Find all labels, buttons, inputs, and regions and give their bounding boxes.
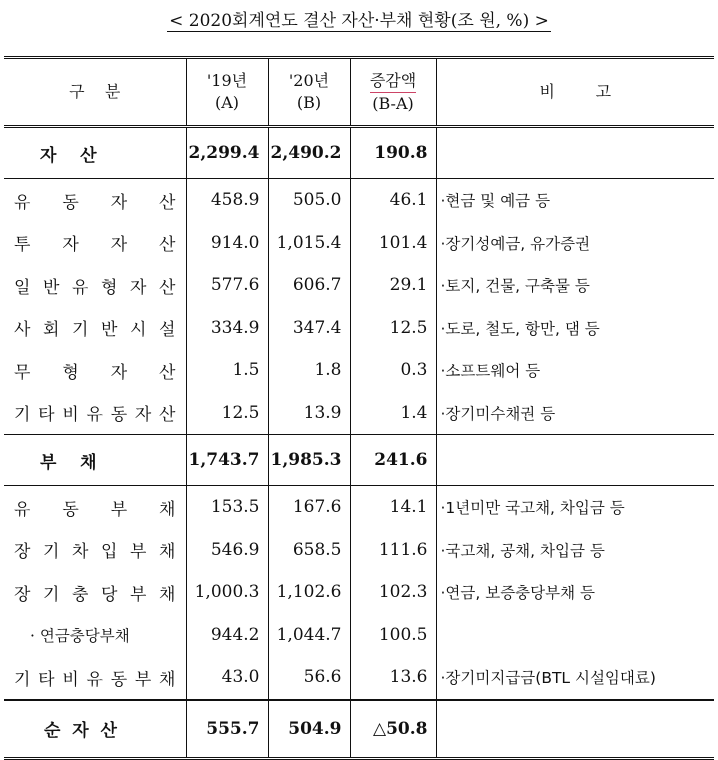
asset-2020: 505.0 xyxy=(268,179,350,222)
asset-note: ·도로, 철도, 항만, 댐 등 xyxy=(436,307,714,350)
liability-note: ·1년미만 국고채, 차입금 등 xyxy=(436,486,714,529)
header-2020: '20년 (B) xyxy=(268,58,350,127)
asset-2020: 347.4 xyxy=(268,307,350,350)
liability-change: 13.6 xyxy=(350,656,436,700)
net-assets-label: 순 자 산 xyxy=(4,700,186,759)
label-char: 차 xyxy=(72,542,89,563)
liability-label xyxy=(4,486,186,529)
net-assets-note xyxy=(436,700,714,759)
label-char: 유 xyxy=(72,277,89,298)
liability-2020: 1,102.6 xyxy=(268,571,350,614)
liability-2019: 944.2 xyxy=(186,614,268,657)
liability-row xyxy=(4,571,714,614)
asset-2020: 13.9 xyxy=(268,392,350,435)
asset-row xyxy=(4,349,714,392)
liability-2019: 1,000.3 xyxy=(186,571,268,614)
asset-label xyxy=(4,179,186,222)
liability-label-text xyxy=(14,495,186,520)
asset-label-text xyxy=(14,358,186,383)
asset-change: 0.3 xyxy=(350,349,436,392)
net-assets-2019: 555.7 xyxy=(186,700,268,759)
label-char: 형 xyxy=(101,277,118,298)
assets-label: 자 산 xyxy=(4,127,186,179)
net-assets-row xyxy=(4,700,714,759)
asset-label-text xyxy=(14,273,186,298)
label-char: 채 xyxy=(159,499,176,520)
liabilities-note xyxy=(436,435,714,486)
label-char: 기 xyxy=(14,405,31,426)
label-char: 타 xyxy=(38,405,55,426)
label-char: 반 xyxy=(43,277,60,298)
label-char: 동 xyxy=(62,192,79,213)
liability-2020: 56.6 xyxy=(268,656,350,700)
assets-2019: 2,299.4 xyxy=(186,127,268,179)
label-char: 부 xyxy=(130,542,147,563)
header-note: 비 고 xyxy=(436,58,714,127)
label-char: 입 xyxy=(101,542,118,563)
assets-note xyxy=(436,127,714,179)
liability-2020: 658.5 xyxy=(268,529,350,572)
asset-2019: 334.9 xyxy=(186,307,268,350)
asset-label xyxy=(4,264,186,307)
asset-2019: 1.5 xyxy=(186,349,268,392)
liability-note: ·장기미지급금(BTL 시설임대료) xyxy=(436,656,714,700)
liability-2019: 546.9 xyxy=(186,529,268,572)
asset-row xyxy=(4,179,714,222)
liabilities-total-row xyxy=(4,435,714,486)
asset-label xyxy=(4,222,186,265)
label-char: 회 xyxy=(43,320,60,341)
liability-label xyxy=(4,529,186,572)
liability-label-text: · 연금충당부채 xyxy=(30,626,130,645)
header-2019: '19년 (A) xyxy=(186,58,268,127)
liability-label xyxy=(4,614,186,657)
asset-2019: 577.6 xyxy=(186,264,268,307)
liability-2020: 167.6 xyxy=(268,486,350,529)
balance-table xyxy=(4,56,714,760)
header-category: 구 분 xyxy=(4,58,186,127)
assets-2020: 2,490.2 xyxy=(268,127,350,179)
asset-change: 12.5 xyxy=(350,307,436,350)
label-char: 충 xyxy=(72,584,89,605)
label-char: 장 xyxy=(14,542,31,563)
net-assets-change: △50.8 xyxy=(350,700,436,759)
liability-change: 102.3 xyxy=(350,571,436,614)
assets-change: 190.8 xyxy=(350,127,436,179)
label-char: 채 xyxy=(159,542,176,563)
asset-label-text xyxy=(14,230,186,255)
label-char: 채 xyxy=(159,669,176,690)
asset-2020: 1.8 xyxy=(268,349,350,392)
label-char: 기 xyxy=(72,320,89,341)
label-char: 유 xyxy=(86,669,103,690)
header-row xyxy=(4,58,714,127)
liability-2019: 43.0 xyxy=(186,656,268,700)
liability-change: 14.1 xyxy=(350,486,436,529)
label-char: 형 xyxy=(62,362,79,383)
label-char: 자 xyxy=(62,235,79,256)
liability-label-text xyxy=(14,580,186,605)
asset-note: ·장기미수채권 등 xyxy=(436,392,714,435)
label-char: 설 xyxy=(159,320,176,341)
asset-row xyxy=(4,264,714,307)
liability-2020: 1,044.7 xyxy=(268,614,350,657)
label-char: 기 xyxy=(14,669,31,690)
asset-row xyxy=(4,392,714,435)
asset-2020: 1,015.4 xyxy=(268,222,350,265)
liabilities-2020: 1,985.3 xyxy=(268,435,350,486)
liability-change: 100.5 xyxy=(350,614,436,657)
label-char: 비 xyxy=(62,669,79,690)
label-char: 비 xyxy=(62,405,79,426)
label-char: 동 xyxy=(110,669,128,690)
label-char: 자 xyxy=(110,235,128,256)
asset-note: ·현금 및 예금 등 xyxy=(436,179,714,222)
label-char: 산 xyxy=(159,362,176,383)
liability-row xyxy=(4,656,714,700)
liability-label xyxy=(4,656,186,700)
liability-label-text xyxy=(14,537,186,562)
assets-total-row xyxy=(4,127,714,179)
label-char: 산 xyxy=(159,277,176,298)
asset-note: ·소프트웨어 등 xyxy=(436,349,714,392)
asset-change: 29.1 xyxy=(350,264,436,307)
label-char: 산 xyxy=(159,405,176,426)
label-char: 투 xyxy=(14,235,31,256)
asset-label-text xyxy=(14,400,186,425)
liability-label-text xyxy=(14,665,186,690)
liability-change: 111.6 xyxy=(350,529,436,572)
asset-change: 1.4 xyxy=(350,392,436,435)
label-char: 유 xyxy=(86,405,103,426)
liability-row xyxy=(4,614,714,657)
label-char: 시 xyxy=(130,320,147,341)
liability-label xyxy=(4,571,186,614)
liability-note: ·연금, 보증충당부채 등 xyxy=(436,571,714,614)
label-char: 자 xyxy=(134,405,152,426)
asset-row xyxy=(4,307,714,350)
label-char: 기 xyxy=(43,584,60,605)
liabilities-2019: 1,743.7 xyxy=(186,435,268,486)
label-char: 타 xyxy=(38,669,55,690)
label-char: 산 xyxy=(159,192,176,213)
liability-note xyxy=(436,614,714,657)
asset-label xyxy=(4,392,186,435)
header-change: 증감액 (B-A) xyxy=(350,58,436,127)
asset-2019: 12.5 xyxy=(186,392,268,435)
asset-2019: 458.9 xyxy=(186,179,268,222)
asset-note: ·토지, 건물, 구축물 등 xyxy=(436,264,714,307)
label-char: 기 xyxy=(43,542,60,563)
label-char: 사 xyxy=(14,320,31,341)
label-char: 채 xyxy=(159,584,176,605)
liability-note: ·국고채, 공채, 차입금 등 xyxy=(436,529,714,572)
label-char: 자 xyxy=(130,277,147,298)
asset-2020: 606.7 xyxy=(268,264,350,307)
label-char: 부 xyxy=(110,499,128,520)
label-char: 일 xyxy=(14,277,31,298)
asset-row xyxy=(4,222,714,265)
liability-row xyxy=(4,486,714,529)
asset-change: 46.1 xyxy=(350,179,436,222)
table-title: < 2020회계연도 결산 자산·부채 현황(조 원, %) > xyxy=(169,11,549,31)
asset-change: 101.4 xyxy=(350,222,436,265)
label-char: 동 xyxy=(62,499,79,520)
label-char: 부 xyxy=(130,584,147,605)
label-char: 자 xyxy=(110,192,128,213)
label-char: 동 xyxy=(110,405,128,426)
label-char: 자 xyxy=(110,362,128,383)
asset-label-text xyxy=(14,315,186,340)
label-char: 반 xyxy=(101,320,118,341)
asset-note: ·장기성예금, 유가증권 xyxy=(436,222,714,265)
liability-2019: 153.5 xyxy=(186,486,268,529)
label-char: 유 xyxy=(14,499,31,520)
asset-label-text xyxy=(14,188,186,213)
liabilities-change: 241.6 xyxy=(350,435,436,486)
liabilities-label: 부 채 xyxy=(4,435,186,486)
asset-label xyxy=(4,307,186,350)
asset-label xyxy=(4,349,186,392)
liability-row xyxy=(4,529,714,572)
label-char: 장 xyxy=(14,584,31,605)
label-char: 무 xyxy=(14,362,31,383)
label-char: 당 xyxy=(101,584,118,605)
net-assets-2020: 504.9 xyxy=(268,700,350,759)
label-char: 산 xyxy=(159,235,176,256)
label-char: 부 xyxy=(134,669,152,690)
label-char: 유 xyxy=(14,192,31,213)
asset-2019: 914.0 xyxy=(186,222,268,265)
